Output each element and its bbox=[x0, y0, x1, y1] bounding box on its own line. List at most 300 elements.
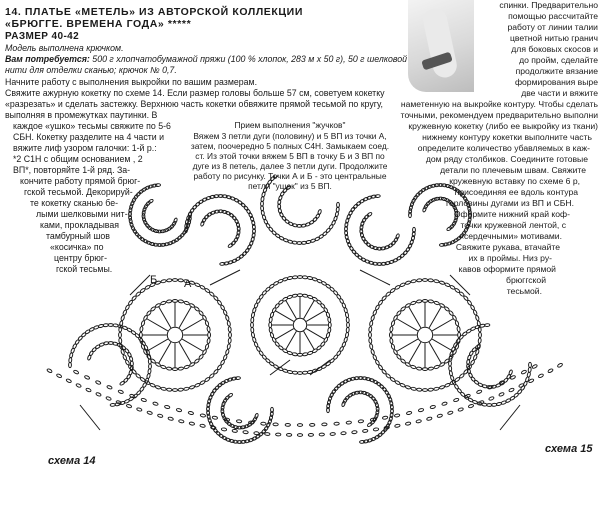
left-column-line: ками, прокладывая bbox=[40, 220, 119, 230]
right-column-line: наметенную на выкройке контуру. Чтобы сделать bbox=[400, 99, 598, 109]
medallion-right-inner-ring bbox=[448, 310, 453, 316]
medallion-left-inner-ring bbox=[143, 315, 148, 321]
right-column-line: точки кружевной лентой, с bbox=[460, 220, 566, 230]
lower-left-curl bbox=[81, 332, 87, 338]
right-column-line: «сердечными» мотивами. bbox=[459, 231, 562, 241]
bottom-tape-inner bbox=[200, 414, 206, 418]
medallion-left-inner-ring bbox=[202, 315, 207, 321]
lower-mid-right-curl bbox=[360, 440, 365, 443]
medallion-left-outer-ring bbox=[225, 315, 229, 321]
medallion-right-inner-ring bbox=[422, 368, 427, 371]
medallion-right-outer-ring bbox=[369, 321, 373, 327]
lower-right-curl-inner bbox=[470, 376, 475, 382]
top-center-curl-inner bbox=[285, 185, 291, 190]
medallion-left-outer-ring bbox=[220, 305, 225, 311]
medallion-left-spoke bbox=[146, 339, 168, 351]
medallion-left-inner-ring bbox=[207, 326, 211, 332]
top-right-curl-inner bbox=[391, 240, 397, 246]
medallion-right-outer-ring bbox=[400, 383, 406, 388]
medallion-left-outer-ring bbox=[223, 310, 228, 316]
medallion-left-inner-ring bbox=[207, 338, 211, 344]
medallion-left-inner-ring bbox=[140, 326, 144, 332]
medallion-right-outer-ring bbox=[473, 354, 478, 360]
right-column-line: Оформите нижний край коф- bbox=[453, 209, 570, 219]
medallion-right-inner-ring bbox=[452, 315, 457, 321]
medallion-center-spoke bbox=[306, 329, 325, 340]
medallion-left-inner-ring bbox=[166, 367, 172, 371]
bottom-tape-outer bbox=[538, 373, 544, 378]
right-top-line: для боковых скосов и bbox=[511, 44, 598, 54]
bottom-tape-outer bbox=[76, 383, 82, 388]
upper-right-curl-inner bbox=[446, 226, 452, 231]
bottom-tape-outer bbox=[276, 433, 281, 436]
right-column-line: тесьмой. bbox=[506, 286, 542, 296]
right-column-line: брюггской bbox=[506, 275, 546, 285]
medallion-right-inner-ring bbox=[422, 300, 427, 303]
bottom-tape-inner bbox=[346, 421, 351, 424]
right-top-line: продолжите вязание bbox=[515, 66, 598, 76]
medallion-left-inner-ring bbox=[160, 301, 166, 305]
top-center-curl-inner bbox=[282, 188, 288, 194]
bottom-tape-outer bbox=[221, 428, 227, 431]
bottom-tape-outer bbox=[509, 388, 515, 393]
medallion-center-spoke bbox=[304, 331, 315, 350]
bottom-tape-outer bbox=[86, 388, 92, 393]
medallion-right-inner-ring bbox=[428, 300, 434, 304]
bottom-tape-outer bbox=[488, 396, 494, 401]
left-column-line: кончите работу прямой брюг- bbox=[20, 176, 141, 186]
upper-right-curl bbox=[439, 243, 444, 246]
medallion-left-spoke bbox=[159, 306, 171, 328]
medallion-left-inner-ring bbox=[178, 367, 184, 371]
medallion-left-inner-ring bbox=[189, 362, 195, 367]
bottom-tape-inner bbox=[406, 411, 412, 415]
right-column-line: присоединяя ее вдоль контура bbox=[454, 187, 578, 197]
bottom-tape-outer bbox=[147, 411, 153, 415]
medallion-right-inner-ring bbox=[405, 303, 411, 308]
medallion-center-inner-ring bbox=[292, 294, 298, 298]
upper-right-curl-inner bbox=[441, 197, 447, 201]
bottom-tape-outer bbox=[352, 431, 357, 434]
right-top-line: помощью рассчитайте bbox=[508, 11, 598, 21]
medallion-left-inner-ring bbox=[160, 365, 166, 369]
medallion-center-inner-ring bbox=[328, 322, 331, 327]
bottom-tape-outer bbox=[518, 383, 524, 388]
medallion-center-inner-ring bbox=[302, 352, 308, 356]
lower-right-curl bbox=[458, 334, 464, 340]
bottom-tape-inner bbox=[141, 398, 147, 402]
bottom-tape-outer bbox=[265, 432, 270, 435]
medallion-right-outer-ring bbox=[428, 279, 433, 282]
medallion-left-inner-ring bbox=[150, 306, 156, 311]
lower-mid-left-curl bbox=[261, 429, 267, 435]
bottom-tape-outer bbox=[286, 433, 291, 436]
connecting-bar bbox=[210, 270, 240, 285]
left-column-line: лыми шелковыми нит- bbox=[36, 209, 128, 219]
medallion-center-inner-ring bbox=[297, 353, 302, 356]
top-right-curl bbox=[403, 250, 409, 256]
medallion-right-spoke bbox=[432, 339, 454, 351]
medallion-right-inner-ring bbox=[428, 367, 434, 371]
medallion-right-outer-ring bbox=[444, 383, 450, 388]
bottom-tape-outer bbox=[232, 429, 238, 432]
medallion-center-inner-ring bbox=[327, 317, 331, 323]
technique-line: затем, поочередно 5 полных С4Н. Замыкаем соед. bbox=[190, 141, 390, 151]
top-left-curl-inner bbox=[204, 214, 210, 220]
medallion-right-outer-ring bbox=[411, 279, 417, 283]
top-center-curl bbox=[271, 230, 277, 236]
medallion-center-outer-ring bbox=[345, 312, 349, 318]
medallion-left-outer-ring bbox=[229, 332, 232, 337]
top-center-curl bbox=[270, 176, 276, 182]
article-subtitle: «БРЮГГЕ. ВРЕМЕНА ГОДА» ***** bbox=[5, 18, 192, 30]
medallion-left-outer-ring bbox=[172, 279, 177, 282]
top-center-curl bbox=[273, 175, 279, 178]
top-center-curl bbox=[328, 224, 333, 230]
bottom-tape-outer bbox=[426, 417, 432, 421]
medallion-center-inner-ring bbox=[302, 294, 308, 298]
medallion-center-spoke bbox=[306, 311, 325, 322]
medallion-left-inner-ring bbox=[172, 368, 177, 371]
bottom-tape-outer bbox=[106, 396, 112, 401]
medallion-left-center bbox=[167, 327, 182, 342]
materials-label: Вам потребуется: bbox=[5, 54, 90, 64]
medallion-right-inner-ring bbox=[396, 310, 401, 316]
left-column-line: ВП*, повторяйте 1-й ряд. За- bbox=[13, 165, 131, 175]
right-column-line: точными, рекомендуем предварительно выполни bbox=[400, 110, 598, 120]
upper-left-curl bbox=[155, 184, 160, 187]
medallion-center-inner-ring bbox=[269, 322, 272, 327]
medallion-right-inner-ring bbox=[416, 367, 422, 371]
bottom-tape-inner bbox=[453, 398, 459, 402]
medallion-left-inner-ring bbox=[198, 354, 203, 360]
medallion-left-inner-ring bbox=[205, 320, 209, 326]
medallion-left-inner-ring bbox=[141, 320, 145, 326]
medallion-left-outer-ring bbox=[172, 389, 177, 392]
top-right-curl bbox=[350, 207, 355, 213]
materials-line-2: нити для отделки сканью; крючок № 0,7. bbox=[5, 65, 177, 75]
medallion-left-outer-ring bbox=[178, 388, 183, 391]
right-top-line: цветной нитью гранич bbox=[509, 33, 598, 43]
medallion-right-inner-ring bbox=[393, 349, 398, 355]
bottom-tape-inner bbox=[430, 405, 436, 409]
medallion-left-spoke bbox=[179, 306, 191, 328]
bottom-tape-inner bbox=[297, 424, 302, 427]
medallion-left-inner-ring bbox=[178, 300, 184, 304]
medallion-left-outer-ring bbox=[225, 349, 229, 355]
medallion-left-inner-ring bbox=[184, 301, 190, 305]
bottom-tape-inner bbox=[310, 423, 315, 426]
medallion-right-inner-ring bbox=[444, 306, 450, 311]
technique-line: дуге из 8 петель, далее 3 петли дуги. Продолжите bbox=[192, 161, 388, 171]
medallion-right-outer-ring bbox=[439, 385, 445, 389]
medallion-left-outer-ring bbox=[227, 321, 231, 327]
bottom-tape-outer bbox=[499, 392, 505, 397]
medallion-left-outer-ring bbox=[125, 360, 130, 366]
lower-right-curl-inner bbox=[474, 380, 480, 385]
medallion-right-outer-ring bbox=[444, 282, 450, 287]
medallion-right-outer-ring bbox=[422, 279, 427, 282]
bottom-tape-inner bbox=[358, 420, 364, 423]
bottom-tape-inner bbox=[442, 402, 448, 406]
medallion-right-outer-ring bbox=[405, 281, 411, 285]
bottom-tape-inner bbox=[418, 408, 424, 412]
bottom-tape-outer bbox=[319, 433, 324, 436]
left-column-line: гской тесьмой. Декорируй- bbox=[24, 187, 133, 197]
medallion-left-spoke bbox=[182, 319, 204, 331]
medallion-center-inner-ring bbox=[327, 327, 331, 333]
bottom-tape-outer bbox=[447, 411, 453, 415]
medallion-right-inner-ring bbox=[405, 362, 411, 367]
connecting-bar bbox=[500, 405, 520, 430]
medallion-left-outer-ring bbox=[227, 344, 231, 350]
bottom-tape-inner bbox=[188, 411, 194, 415]
materials-line-1 bbox=[5, 54, 407, 64]
right-top-line: спинки. Предварительно bbox=[499, 0, 598, 10]
technique-line: ст. Из этой точки вяжем 5 ВП в точку Б и 3 ВП по bbox=[195, 151, 385, 161]
medallion-right-inner-ring bbox=[390, 332, 393, 337]
medallion-right-outer-ring bbox=[475, 315, 479, 321]
medallion-center-center bbox=[293, 318, 306, 331]
bottom-tape-inner bbox=[153, 402, 159, 406]
lower-left-curl-inner bbox=[124, 348, 129, 354]
medallion-center-outer-ring bbox=[347, 322, 350, 327]
body-line: Свяжите ажурную кокетку по схеме 14. Если размер головы больше 57 см, советуем кокетку bbox=[5, 88, 385, 98]
medallion-center-outer-ring bbox=[287, 276, 293, 280]
bottom-tape-inner bbox=[521, 370, 527, 375]
top-center-curl bbox=[275, 233, 281, 238]
medallion-center-outer-ring bbox=[292, 371, 297, 374]
top-right-curl-inner bbox=[367, 212, 373, 217]
right-column-line: кружевную вставку по схеме 6 р, bbox=[449, 176, 580, 186]
right-column-line: их в проймы. Низ ру- bbox=[468, 253, 552, 263]
right-top-line: работу от линии талии bbox=[507, 22, 598, 32]
medallion-right-spoke bbox=[429, 306, 441, 328]
medallion-right-outer-ring bbox=[417, 388, 422, 391]
bottom-tape-outer bbox=[243, 431, 248, 434]
technique-title: Прием выполнения "жучков" bbox=[234, 120, 346, 130]
medallion-left-outer-ring bbox=[194, 383, 200, 388]
right-top-line: до пройм, сделайте bbox=[519, 55, 598, 65]
medallion-right-inner-ring bbox=[439, 362, 445, 367]
top-center-curl bbox=[322, 231, 328, 237]
medallion-left-inner-ring bbox=[189, 303, 195, 308]
right-column-line: кружевную кокетку (либо ее выкройку из ткани) bbox=[408, 121, 598, 131]
bottom-tape-outer bbox=[437, 414, 443, 418]
lower-left-curl-inner bbox=[91, 347, 97, 353]
top-center-curl bbox=[325, 228, 331, 234]
bottom-tape-inner bbox=[84, 375, 90, 380]
medallion-right-outer-ring bbox=[422, 389, 427, 392]
top-left-curl bbox=[192, 204, 198, 210]
medallion-center-spoke bbox=[286, 300, 297, 319]
article-title: 14. ПЛАТЬЕ «МЕТЕЛЬ» ИЗ АВТОРСКОЙ КОЛЛЕКЦИИ bbox=[5, 6, 303, 18]
medallion-center-outer-ring bbox=[302, 371, 307, 374]
lower-mid-left-curl bbox=[235, 377, 240, 380]
lower-mid-right-curl-inner bbox=[367, 422, 373, 427]
medallion-right-spoke bbox=[396, 339, 418, 351]
left-column-line: вяжите лиф узором галочки: 1-й р.: bbox=[13, 143, 157, 153]
upper-right-curl bbox=[445, 184, 451, 188]
medallion-center-outer-ring bbox=[346, 317, 349, 322]
medallion-left-spoke bbox=[146, 319, 168, 331]
medallion-center-outer-ring bbox=[251, 317, 254, 322]
medallion-right-outer-ring bbox=[417, 279, 422, 282]
medallion-left-outer-ring bbox=[119, 338, 122, 343]
medallion-left-outer-ring bbox=[122, 354, 127, 360]
right-column-line: Свяжите рукава, втачайте bbox=[455, 242, 560, 252]
bottom-tape-inner bbox=[273, 423, 278, 426]
lower-mid-left-curl bbox=[215, 431, 221, 437]
bottom-tape-outer bbox=[395, 424, 401, 428]
right-column-line: детали по плечевым швам. Свяжите bbox=[440, 165, 586, 175]
medallion-right-inner-ring bbox=[410, 301, 416, 305]
bottom-tape-inner bbox=[285, 423, 290, 426]
point-b-label: Б bbox=[150, 274, 158, 286]
model-photo bbox=[408, 0, 474, 92]
bottom-tape-inner bbox=[95, 380, 101, 385]
medallion-left-outer-ring bbox=[155, 385, 161, 389]
medallion-left-inner-ring bbox=[194, 358, 200, 363]
bottom-tape-outer bbox=[47, 368, 53, 373]
medallion-center-spoke bbox=[275, 311, 294, 322]
bottom-tape-inner bbox=[394, 414, 400, 418]
bottom-tape-outer bbox=[178, 419, 184, 423]
right-column-line: дом ряду столбиков. Соедините готовые bbox=[425, 154, 588, 164]
medallion-center-outer-ring bbox=[251, 332, 255, 338]
technique-line: работу по рисунку. Точки А и Б - это центральные bbox=[193, 171, 387, 181]
bottom-tape-inner bbox=[73, 370, 79, 375]
top-right-curl bbox=[351, 249, 356, 255]
medallion-center-inner-ring bbox=[297, 294, 302, 297]
medallion-right-inner-ring bbox=[434, 365, 440, 369]
medallion-left-inner-ring bbox=[194, 306, 200, 311]
medallion-left-inner-ring bbox=[155, 303, 161, 308]
medallion-right-inner-ring bbox=[391, 344, 395, 350]
medallion-right-outer-ring bbox=[473, 310, 478, 316]
medallion-left-outer-ring bbox=[121, 315, 125, 321]
lower-mid-right-curl bbox=[333, 386, 339, 392]
medallion-right-inner-ring bbox=[400, 358, 406, 363]
medallion-right-center bbox=[417, 327, 432, 342]
medallion-right-outer-ring bbox=[439, 281, 445, 285]
connecting-bar bbox=[80, 405, 100, 430]
left-column-line: *2 С1Н с общим основанием , 2 bbox=[13, 154, 143, 164]
top-right-curl bbox=[399, 253, 405, 259]
top-left-curl bbox=[243, 205, 248, 211]
medallion-right-outer-ring bbox=[371, 315, 375, 321]
medallion-right-outer-ring bbox=[372, 310, 377, 316]
medallion-left-inner-ring bbox=[155, 362, 161, 367]
top-center-curl-inner bbox=[280, 191, 285, 197]
top-center-curl-inner bbox=[284, 219, 290, 224]
medallion-left-spoke bbox=[182, 339, 204, 351]
medallion-left-outer-ring bbox=[189, 385, 195, 389]
bottom-tape-outer bbox=[330, 432, 335, 435]
lower-right-curl bbox=[517, 389, 523, 395]
upper-left-curl bbox=[129, 204, 133, 210]
medallion-right-outer-ring bbox=[479, 332, 482, 337]
bottom-tape-outer bbox=[308, 433, 313, 436]
technique-line: Вяжем 3 петли дуги (половину) и 5 ВП из точки А, bbox=[193, 131, 387, 141]
lower-mid-left-curl-inner bbox=[227, 393, 233, 398]
medallion-right-inner-ring bbox=[393, 315, 398, 321]
medallion-left-inner-ring bbox=[202, 349, 207, 355]
medallion-center-outer-ring bbox=[251, 322, 254, 327]
bottom-tape-outer bbox=[56, 373, 62, 378]
top-left-curl bbox=[245, 248, 250, 254]
body-line: «разрезать» и сделать застежку. Верхнюю часть кокетки обвяжите прямой тесьмой по кругу, bbox=[5, 99, 383, 109]
bottom-tape-outer bbox=[458, 407, 464, 411]
medallion-right-outer-ring bbox=[405, 385, 411, 389]
medallion-left-inner-ring bbox=[146, 310, 151, 316]
medallion-right-inner-ring bbox=[455, 320, 459, 326]
bottom-tape-outer bbox=[126, 404, 132, 408]
bottom-tape-inner bbox=[164, 405, 170, 409]
top-center-curl bbox=[318, 234, 324, 239]
body-line: выполняя в промежутках паутинки. В bbox=[5, 110, 158, 120]
medallion-right-spoke bbox=[409, 342, 421, 364]
technique-line: петли "ушек" из 5 ВП. bbox=[248, 181, 332, 191]
left-column-line: тамбурный шов bbox=[46, 231, 110, 241]
medallion-right-spoke bbox=[409, 306, 421, 328]
medallion-center-outer-ring bbox=[297, 372, 302, 375]
medallion-right-outer-ring bbox=[369, 327, 372, 332]
medallion-left-outer-ring bbox=[228, 338, 231, 343]
medallion-left-outer-ring bbox=[161, 387, 167, 391]
medallion-right-inner-ring bbox=[439, 303, 445, 308]
lower-left-curl bbox=[136, 390, 142, 396]
top-right-curl-inner bbox=[364, 214, 370, 220]
body-line: Начните работу с выполнения выкройки по вашим размерам. bbox=[5, 77, 258, 87]
lower-mid-left-curl bbox=[214, 385, 220, 391]
left-column-line: каждое «ушко» тесьмы свяжите по 5-6 bbox=[13, 121, 171, 131]
medallion-right-outer-ring bbox=[411, 387, 417, 391]
medallion-right-outer-ring bbox=[400, 282, 406, 287]
bottom-tape-outer bbox=[254, 432, 259, 435]
lower-right-curl bbox=[513, 392, 519, 398]
bottom-tape-outer bbox=[157, 414, 163, 418]
medallion-left-inner-ring bbox=[172, 300, 177, 303]
materials-text-1: 500 г хлопчатобумажной пряжи (100 % хлопок, 283 м х 50 г), 50 г шелковой bbox=[89, 54, 408, 64]
top-left-curl-inner bbox=[228, 243, 234, 248]
top-center-curl bbox=[267, 179, 272, 185]
bottom-tape-outer bbox=[557, 363, 563, 368]
medallion-left-outer-ring bbox=[167, 279, 172, 282]
bottom-tape-inner bbox=[107, 385, 113, 390]
medallion-right-outer-ring bbox=[371, 349, 375, 355]
medallion-left-inner-ring bbox=[198, 310, 203, 316]
medallion-left-outer-ring bbox=[167, 388, 172, 391]
medallion-right-inner-ring bbox=[396, 354, 401, 360]
medallion-right-inner-ring bbox=[410, 365, 416, 369]
medallion-right-outer-ring bbox=[375, 360, 380, 366]
left-column-line: «косичка» по bbox=[50, 242, 104, 252]
medallion-left-outer-ring bbox=[161, 279, 167, 283]
bottom-tape-inner bbox=[261, 422, 266, 425]
lower-mid-right-curl bbox=[379, 384, 385, 390]
medallion-left-inner-ring bbox=[205, 344, 209, 350]
medallion-left-outer-ring bbox=[150, 383, 156, 388]
model-note: Модель выполнена крючком. bbox=[5, 43, 124, 53]
medallion-right-inner-ring bbox=[457, 326, 461, 332]
medallion-left-outer-ring bbox=[194, 282, 200, 287]
top-left-curl bbox=[240, 202, 246, 208]
left-column-line: гской тесьмы. bbox=[56, 264, 113, 274]
right-top-line: формирования выре bbox=[514, 77, 598, 87]
medallion-center-inner-ring bbox=[269, 317, 273, 323]
bottom-tape-outer bbox=[136, 407, 142, 411]
